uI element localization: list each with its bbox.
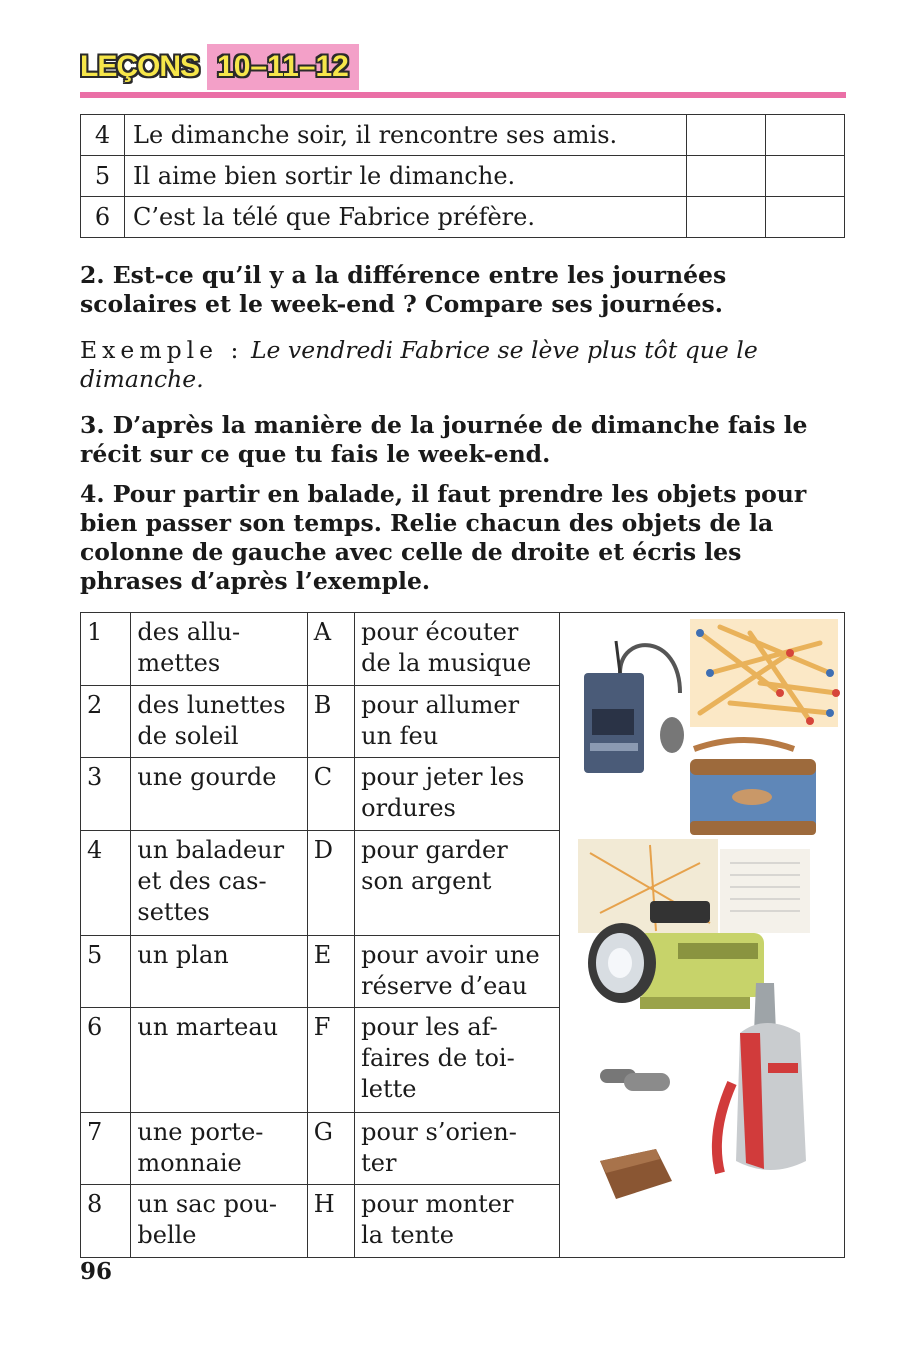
row-number: 4	[81, 830, 131, 935]
object-cell: une gourde	[131, 758, 307, 831]
letter-cell: G	[307, 1112, 354, 1185]
purpose-cell: pour avoir une réserve d’eau	[355, 935, 560, 1008]
purpose-cell: pour allumer un feu	[355, 685, 560, 758]
example-label: Exemple :	[80, 336, 244, 364]
answer-cell[interactable]	[766, 197, 845, 238]
answer-cell[interactable]	[766, 115, 845, 156]
letter-cell: A	[307, 613, 354, 686]
answer-cell[interactable]	[687, 156, 766, 197]
row-number: 6	[81, 1008, 131, 1113]
lesson-word: LEÇONS	[80, 50, 200, 83]
exercise-2-title: 2. Est-ce qu’il y a la différence entre les journées scolaires et le week-end ? Compare ses journées.	[80, 261, 727, 318]
row-number: 1	[81, 613, 131, 686]
row-statement: Il aime bien sortir le dimanche.	[125, 156, 687, 197]
garbage-bag-roll-icon	[600, 1069, 670, 1091]
row-number: 6	[81, 197, 125, 238]
true-false-table	[80, 114, 845, 238]
walkman-icon	[584, 641, 684, 773]
answer-cell[interactable]	[687, 115, 766, 156]
row-number: 5	[81, 935, 131, 1008]
letter-cell: E	[307, 935, 354, 1008]
object-cell: un baladeur et des cas- settes	[131, 830, 307, 935]
lesson-numbers: 10–11–12	[217, 50, 349, 83]
water-bottle-icon	[717, 983, 806, 1173]
row-number: 5	[81, 156, 125, 197]
purpose-cell: pour les af- faires de toi- lette	[355, 1008, 560, 1113]
object-cell: une porte- monnaie	[131, 1112, 307, 1185]
page-number: 96	[80, 1258, 113, 1285]
matching-table	[80, 612, 845, 1258]
exercise-4-title: 4. Pour partir en balade, il faut prendre les objets pour bien passer son temps. Relie chacun des objets de la colonne de gauche avec celle de droite et écris les phrases d’après l’exemple.	[80, 480, 807, 595]
table-row	[81, 613, 845, 686]
wallet-icon	[600, 1149, 672, 1199]
letter-cell: F	[307, 1008, 354, 1113]
object-cell: un sac pou- belle	[131, 1185, 307, 1258]
row-statement: C’est la télé que Fabrice préfère.	[125, 197, 687, 238]
purpose-cell: pour monter la tente	[355, 1185, 560, 1258]
row-number: 8	[81, 1185, 131, 1258]
matches-icon	[690, 619, 840, 727]
object-cell: des lunettes de soleil	[131, 685, 307, 758]
object-cell: des allu- mettes	[131, 613, 307, 686]
exercise-3-title: 3. D’après la manière de la journée de dimanche fais le récit sur ce que tu fais le week-end.	[80, 411, 808, 468]
table-row	[81, 115, 845, 156]
purpose-cell: pour garder son argent	[355, 830, 560, 935]
objects-illustration	[559, 613, 844, 1258]
objects-illustration-svg	[560, 613, 842, 1249]
toiletry-bag-icon	[690, 740, 816, 835]
table-row	[81, 156, 845, 197]
purpose-cell: pour s’orien- ter	[355, 1112, 560, 1185]
example-text: Le vendredi Fabrice se lève plus tôt que le dimanche.	[80, 336, 758, 393]
row-number: 3	[81, 758, 131, 831]
letter-cell: D	[307, 830, 354, 935]
letter-cell: B	[307, 685, 354, 758]
lesson-number-box	[207, 44, 359, 90]
purpose-cell: pour écouter de la musique	[355, 613, 560, 686]
row-number: 4	[81, 115, 125, 156]
object-cell: un marteau	[131, 1008, 307, 1113]
object-cell: un plan	[131, 935, 307, 1008]
table-row	[81, 197, 845, 238]
letter-cell: C	[307, 758, 354, 831]
purpose-cell: pour jeter les ordures	[355, 758, 560, 831]
example-line	[80, 336, 846, 394]
row-number: 7	[81, 1112, 131, 1185]
header-rule	[80, 92, 846, 98]
answer-cell[interactable]	[687, 197, 766, 238]
answer-cell[interactable]	[766, 156, 845, 197]
letter-cell: H	[307, 1185, 354, 1258]
row-statement: Le dimanche soir, il rencontre ses amis.	[125, 115, 687, 156]
lesson-header	[80, 44, 359, 90]
row-number: 2	[81, 685, 131, 758]
